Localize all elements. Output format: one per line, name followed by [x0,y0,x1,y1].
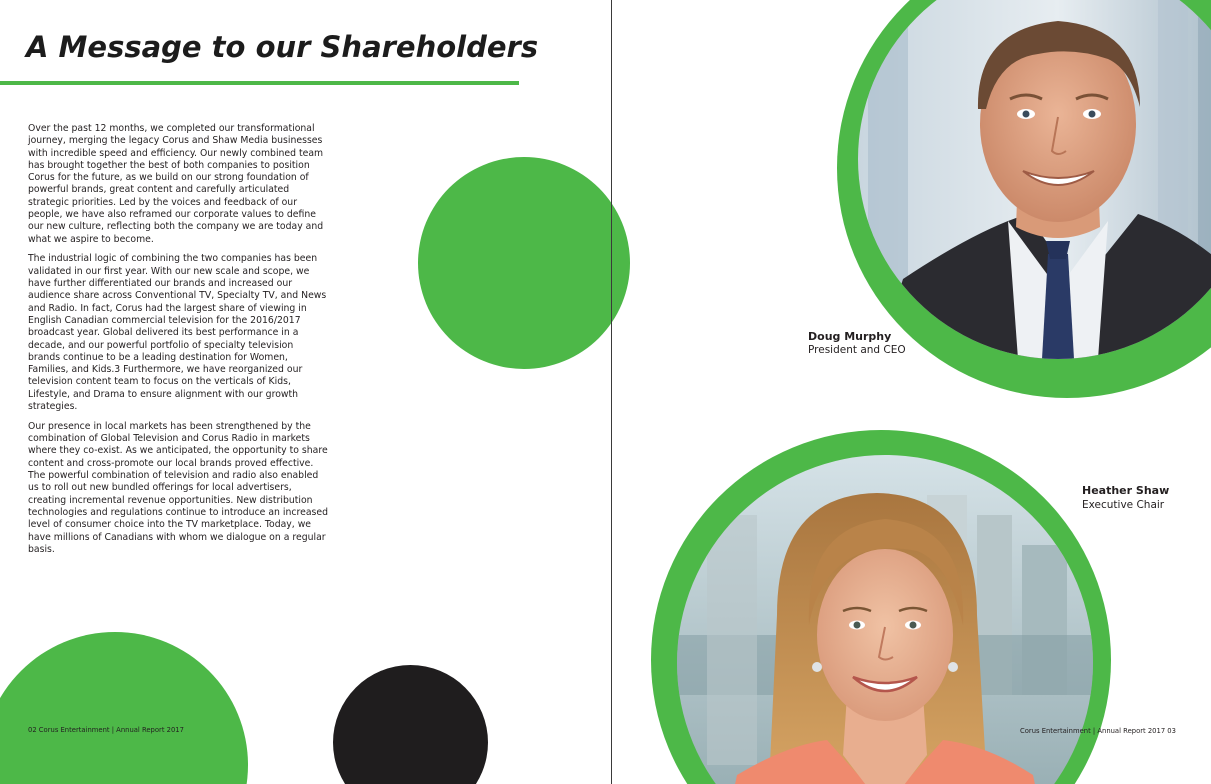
person-role-doug-murphy: President and CEO [808,344,906,356]
footer-left-folio: 02 Corus Entertainment | Annual Report 2017 [28,726,184,734]
page-spine-divider [611,0,612,784]
page-title: A Message to our Shareholders [26,30,539,64]
green-decorative-circle [418,157,630,369]
body-paragraph-1: Over the past 12 months, we completed our transformational journey, merging the legacy Corus and Shaw Media businesses with incredible speed and efficiency. Our newly combined team has brought together the best of both companies to position Corus for the future, as we build on our strong foundation of powerful brands, great content and carefully articulated strategic priorities. Led by the voices and feedback of our people, we have also reframed our corporate values to define our new culture, reflecting both the company we are today and what we aspire to become. [28,123,324,245]
green-corner-circle [0,632,248,784]
title-underline [0,81,519,85]
person-name-doug-murphy: Doug Murphy [808,330,892,343]
footer-right-folio: Corus Entertainment | Annual Report 2017 03 [1020,727,1176,735]
body-paragraph-2: The industrial logic of combining the two companies has been validated in our first year. With our new scale and scope, we have further differentiated our brands and increased our audience share across Conventional TV, Specialty TV, and News and Radio. In fact, Corus had the largest share of viewing in English Canadian commercial television for the 2016/2017 broadcast year. Global delivered its best performance in a decade, and our powerful portfolio of specialty television brands continue to be a leading destination for Women, Families, and Kids.3 Furthermore, we have reorganized our television content team to focus on the verticals of Kids, Lifestyle, and Drama to ensure alignment with our growth strategies. [28,253,327,413]
letter-body [28,123,328,564]
body-paragraph-3: Our presence in local markets has been strengthened by the combination of Global Television and Corus Radio in markets where they co-exist. As we anticipated, the opportunity to share content and cross-promote our local brands proved effective. The powerful combination of television and radio also enabled us to roll out new bundled offerings for local advertisers, creating incremental revenue opportunities. New distribution technologies and regulations continue to introduce an increased level of consumer choice into the TV marketplace. Today, we have millions of Canadians with whom we dialogue on a regular basis. [28,420,328,555]
person-name-heather-shaw: Heather Shaw [1082,484,1170,497]
person-role-heather-shaw: Executive Chair [1082,499,1165,511]
black-decorative-circle [333,665,488,784]
